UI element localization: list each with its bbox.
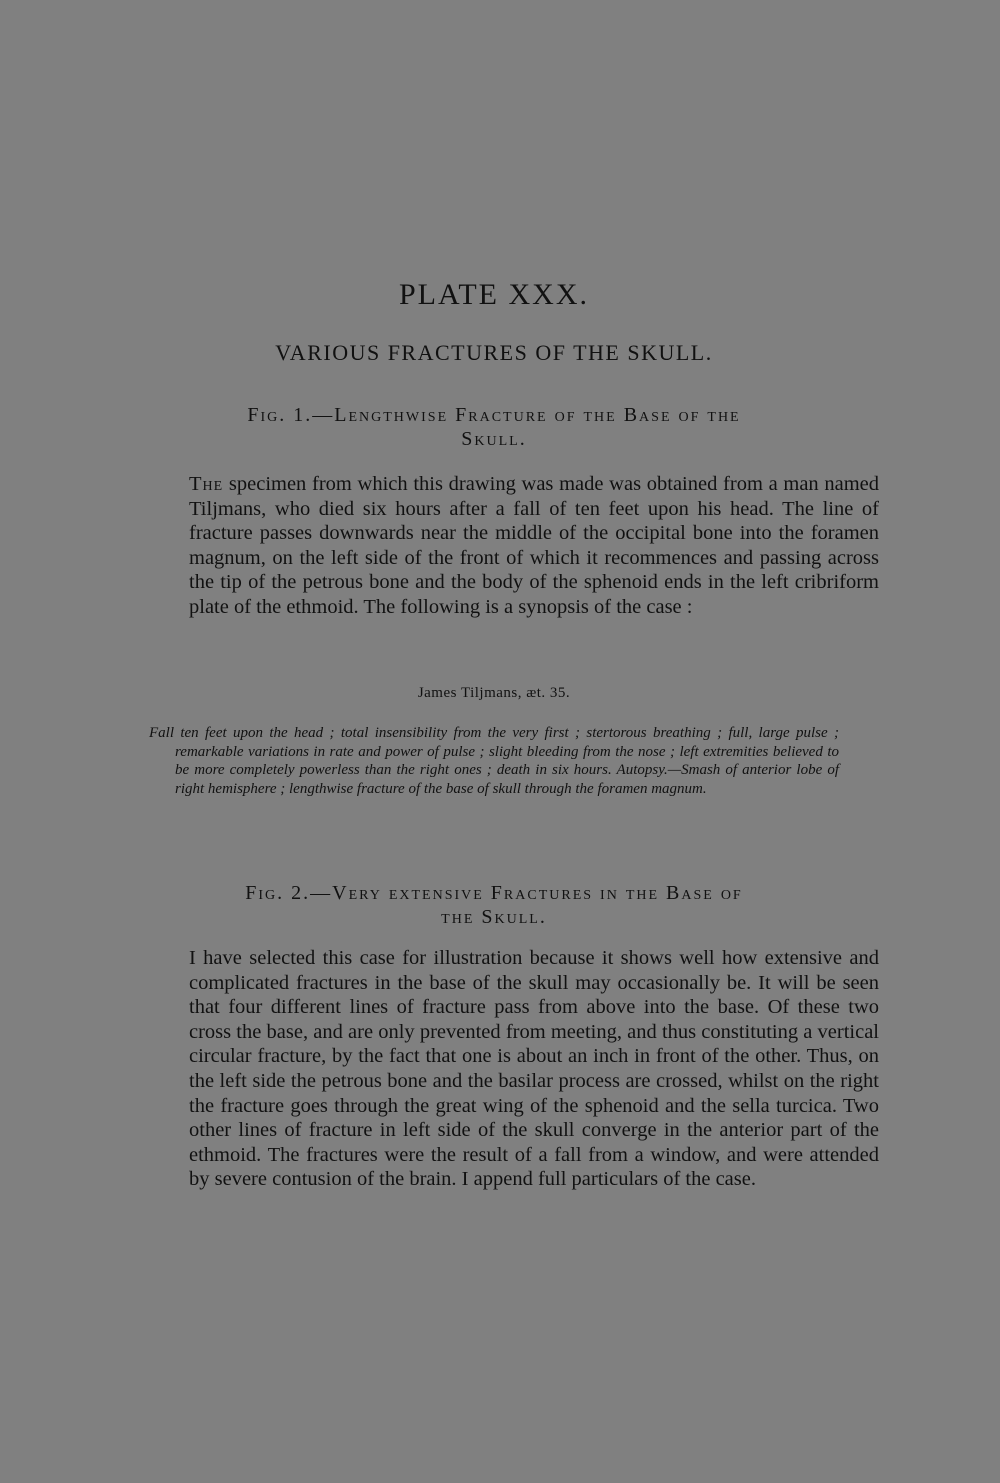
fig1-heading	[149, 403, 839, 451]
fig1-heading-line2: Skull.	[461, 428, 527, 450]
fig1-case-notes-main: Fall ten feet upon the head ; total insensibility from the very first ; stertorous breathing ; full, large pulse ; remarkable variations in rate and power of pulse ; slight bleeding from the nose ; left extremities believed to be more completely powerless than the right ones ; death in six hours.	[149, 725, 839, 779]
plate-subtitle: VARIOUS FRACTURES OF THE SKULL.	[275, 340, 713, 365]
fig1-case-notes	[149, 724, 839, 798]
fig1-paragraph	[149, 472, 879, 620]
fig1-case-notes-autopsy: Autopsy.—Smash of anterior lobe of right hemisphere ; lengthwise fracture of the base of skull through the foramen magnum.	[175, 762, 839, 797]
fig1-paragraph-lead: The	[189, 473, 224, 495]
fig1-paragraph-body: specimen from which this drawing was made was obtained from a man named Tiljmans, who died six hours after a fall of ten feet upon his head. The line of fracture passes downwards near the middle of the occipital bone into the foramen magnum, on the left side of the front of which it recommences and passing across the tip of the petrous bone and the body of the sphenoid ends in the left cribriform plate of the ethmoid. The following is a synopsis of the case :	[189, 473, 880, 618]
fig1-case-name: James Tiljmans, æt. 35.	[417, 685, 571, 701]
fig2-heading-line2: the Skull.	[441, 906, 547, 928]
fig1-heading-line1: Fig. 1.—Lengthwise Fracture of the Base of the	[247, 404, 741, 426]
fig2-heading	[149, 881, 839, 929]
plate-title: PLATE XXX.	[399, 278, 589, 311]
fig2-heading-line1: Fig. 2.—Very extensive Fractures in the Base of	[245, 882, 743, 904]
fig2-paragraph: I have selected this case for illustration because it shows well how extensive and complicated fractures in the base of the skull may occasionally be. It will be seen that four different lines of fracture pass from above into the base. Of these two cross the base, and are only prevented from meeting, and thus constituting a vertical circular fracture, by the fact that one is about an inch in front of the other. Thus, on the left side the petrous bone and the basilar process are crossed, whilst on the right the fracture goes through the great wing of the sphenoid and the sella turcica. Two other lines of fracture in left side of the skull converge in the anterior part of the ethmoid. The fractures were the result of a fall from a window, and were attended by severe contusion of the brain. I append full particulars of the case.	[189, 947, 879, 1191]
